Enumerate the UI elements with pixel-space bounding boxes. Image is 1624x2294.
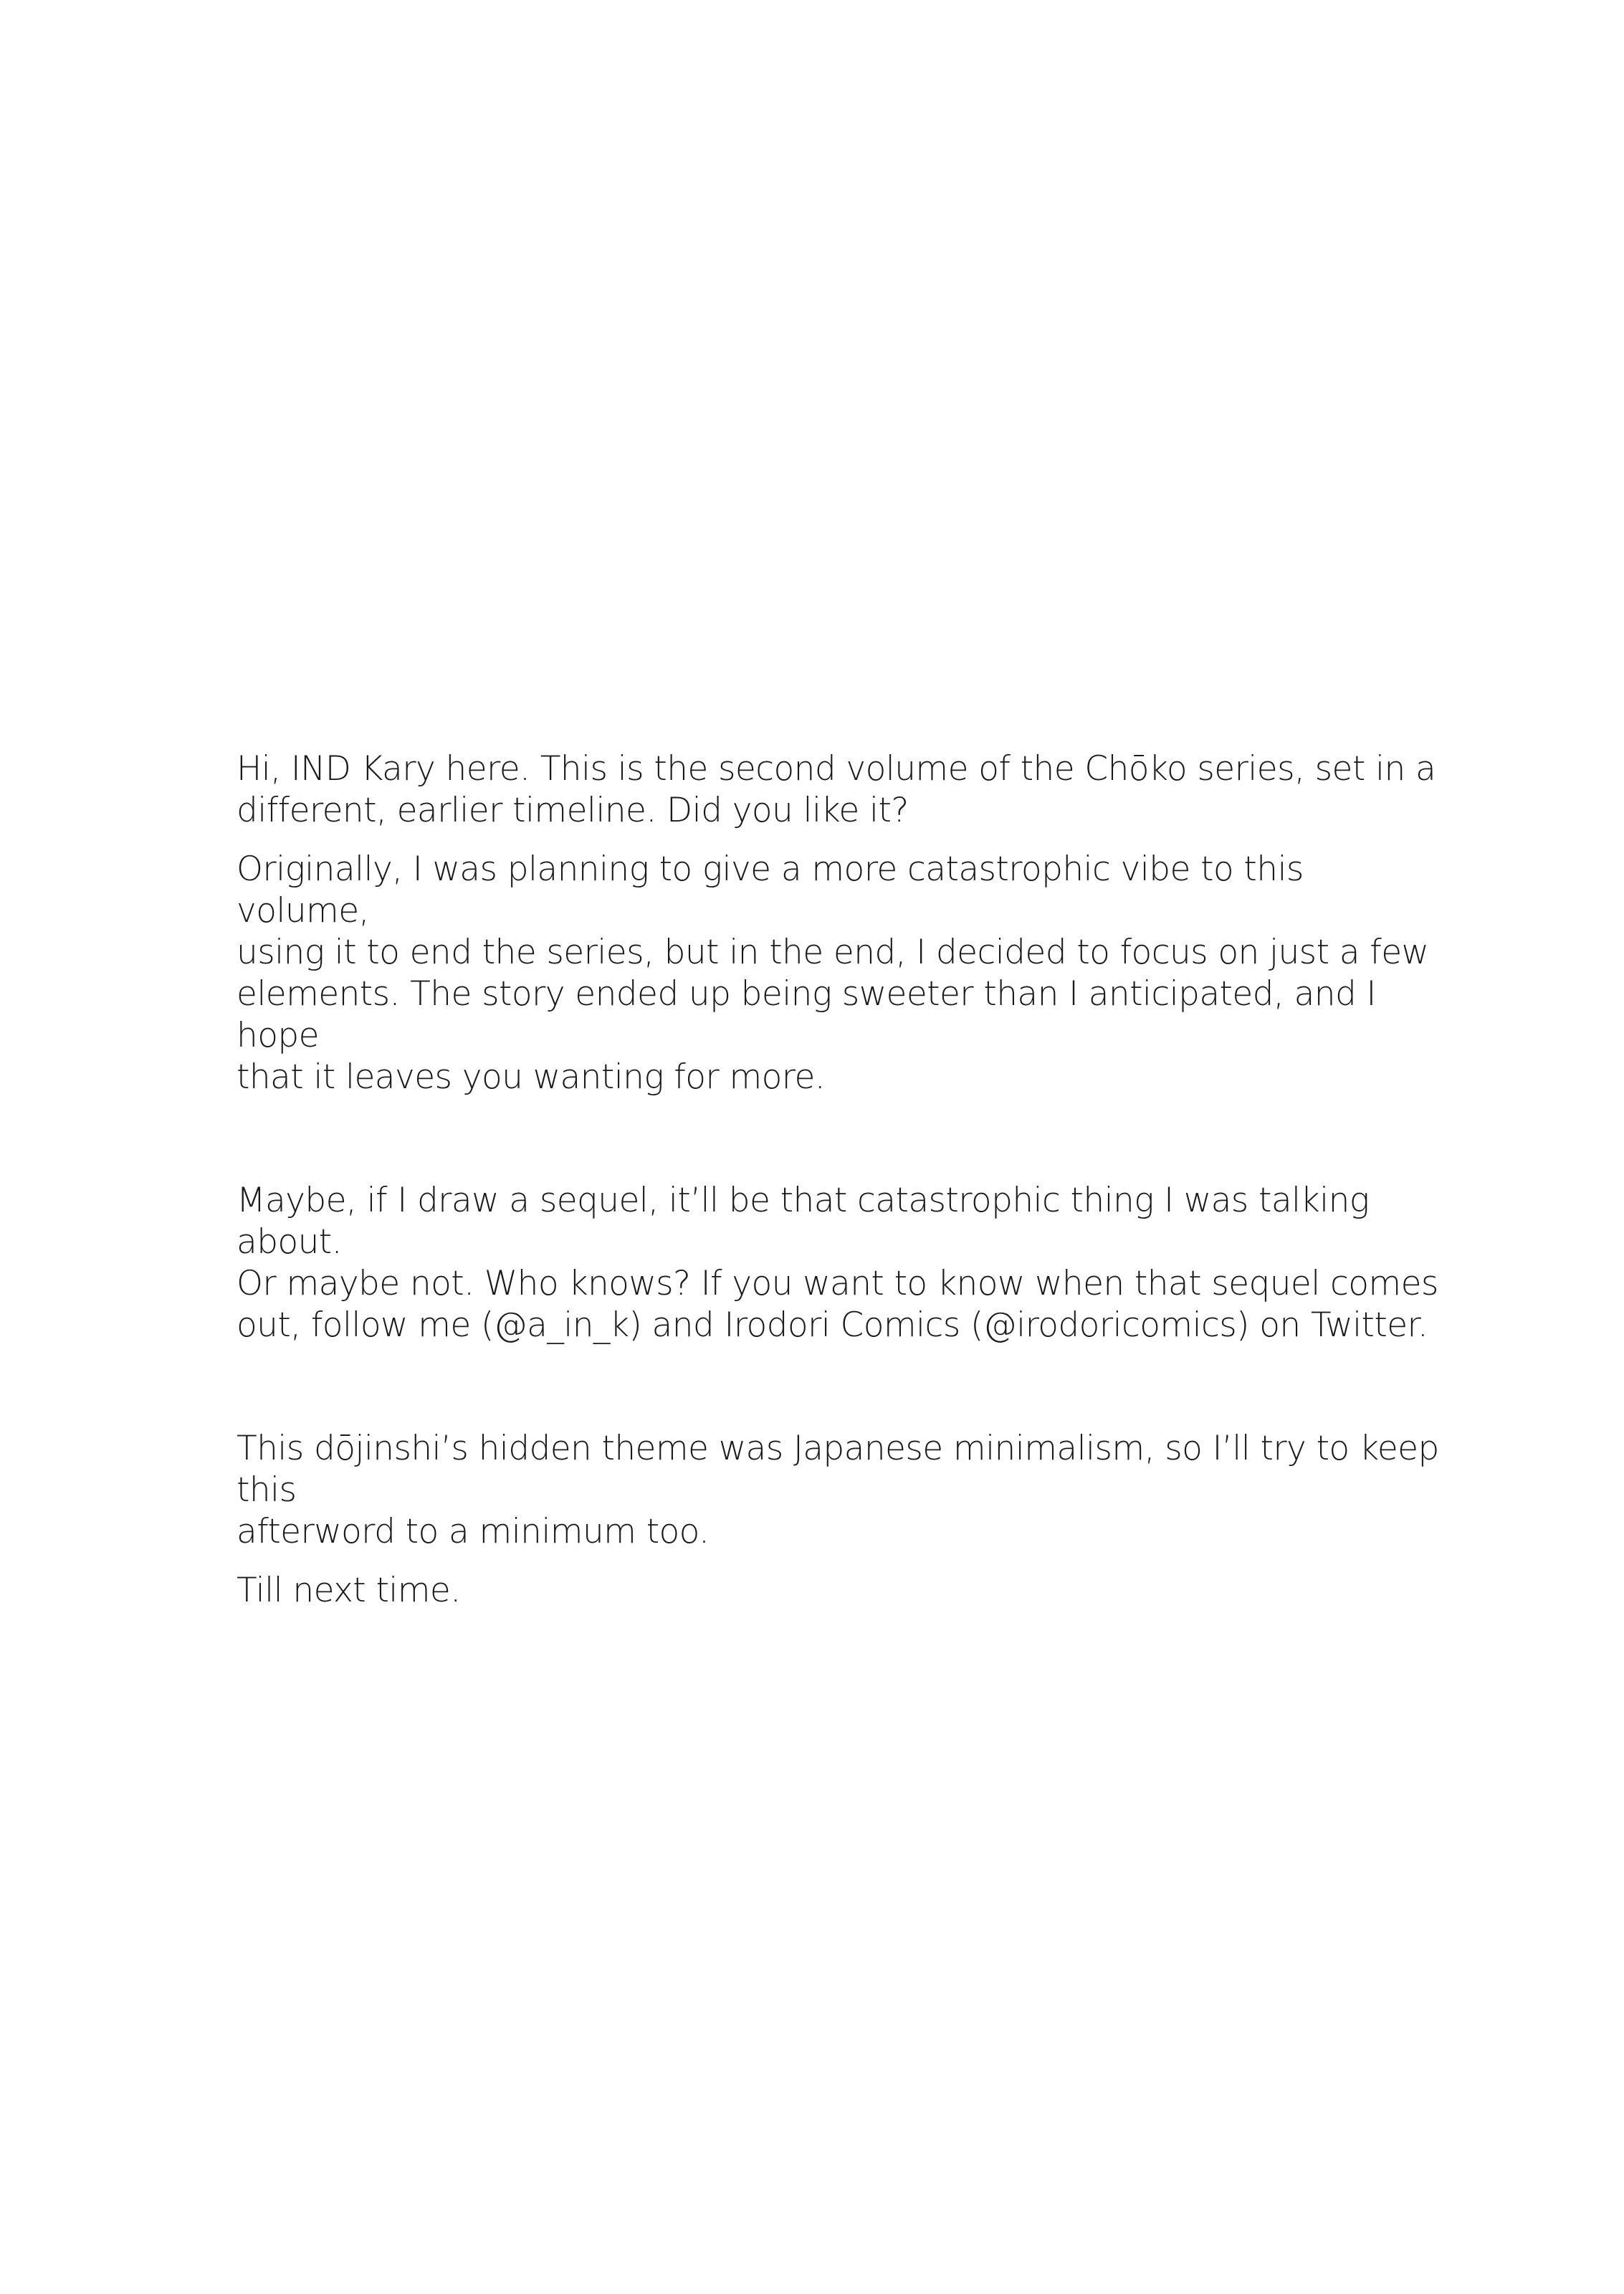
afterword-paragraph-sequel: Maybe, if I draw a sequel, it’ll be that catastrophic thing I was talking about. Or maybe not. Who knows? If you want to know when that sequel comes out, follow me (@a_in_k) and Irodori Comics (@irodoricomics) on Twitter. [237,1181,1438,1345]
afterword-text-block [237,748,1441,1612]
afterword-paragraph-intro: Hi, IND Kary here. This is the second volume of the Chōko series, set in a different, earlier timeline. Did you like it? [237,749,1436,830]
afterword-paragraph-signoff: Till next time. [237,1571,461,1610]
afterword-paragraph-theme: This dōjinshi’s hidden theme was Japanese minimalism, so I’ll try to keep this afterword to a minimum too. [237,1429,1439,1551]
afterword-paragraph-original-plan: Originally, I was planning to give a more catastrophic vibe to this volume, using it to end the series, but in the end, I decided to focus on just a few elements. The story ended up being sweeter than I anticipated, and I hope that it leaves you wanting for more. [237,849,1429,1097]
